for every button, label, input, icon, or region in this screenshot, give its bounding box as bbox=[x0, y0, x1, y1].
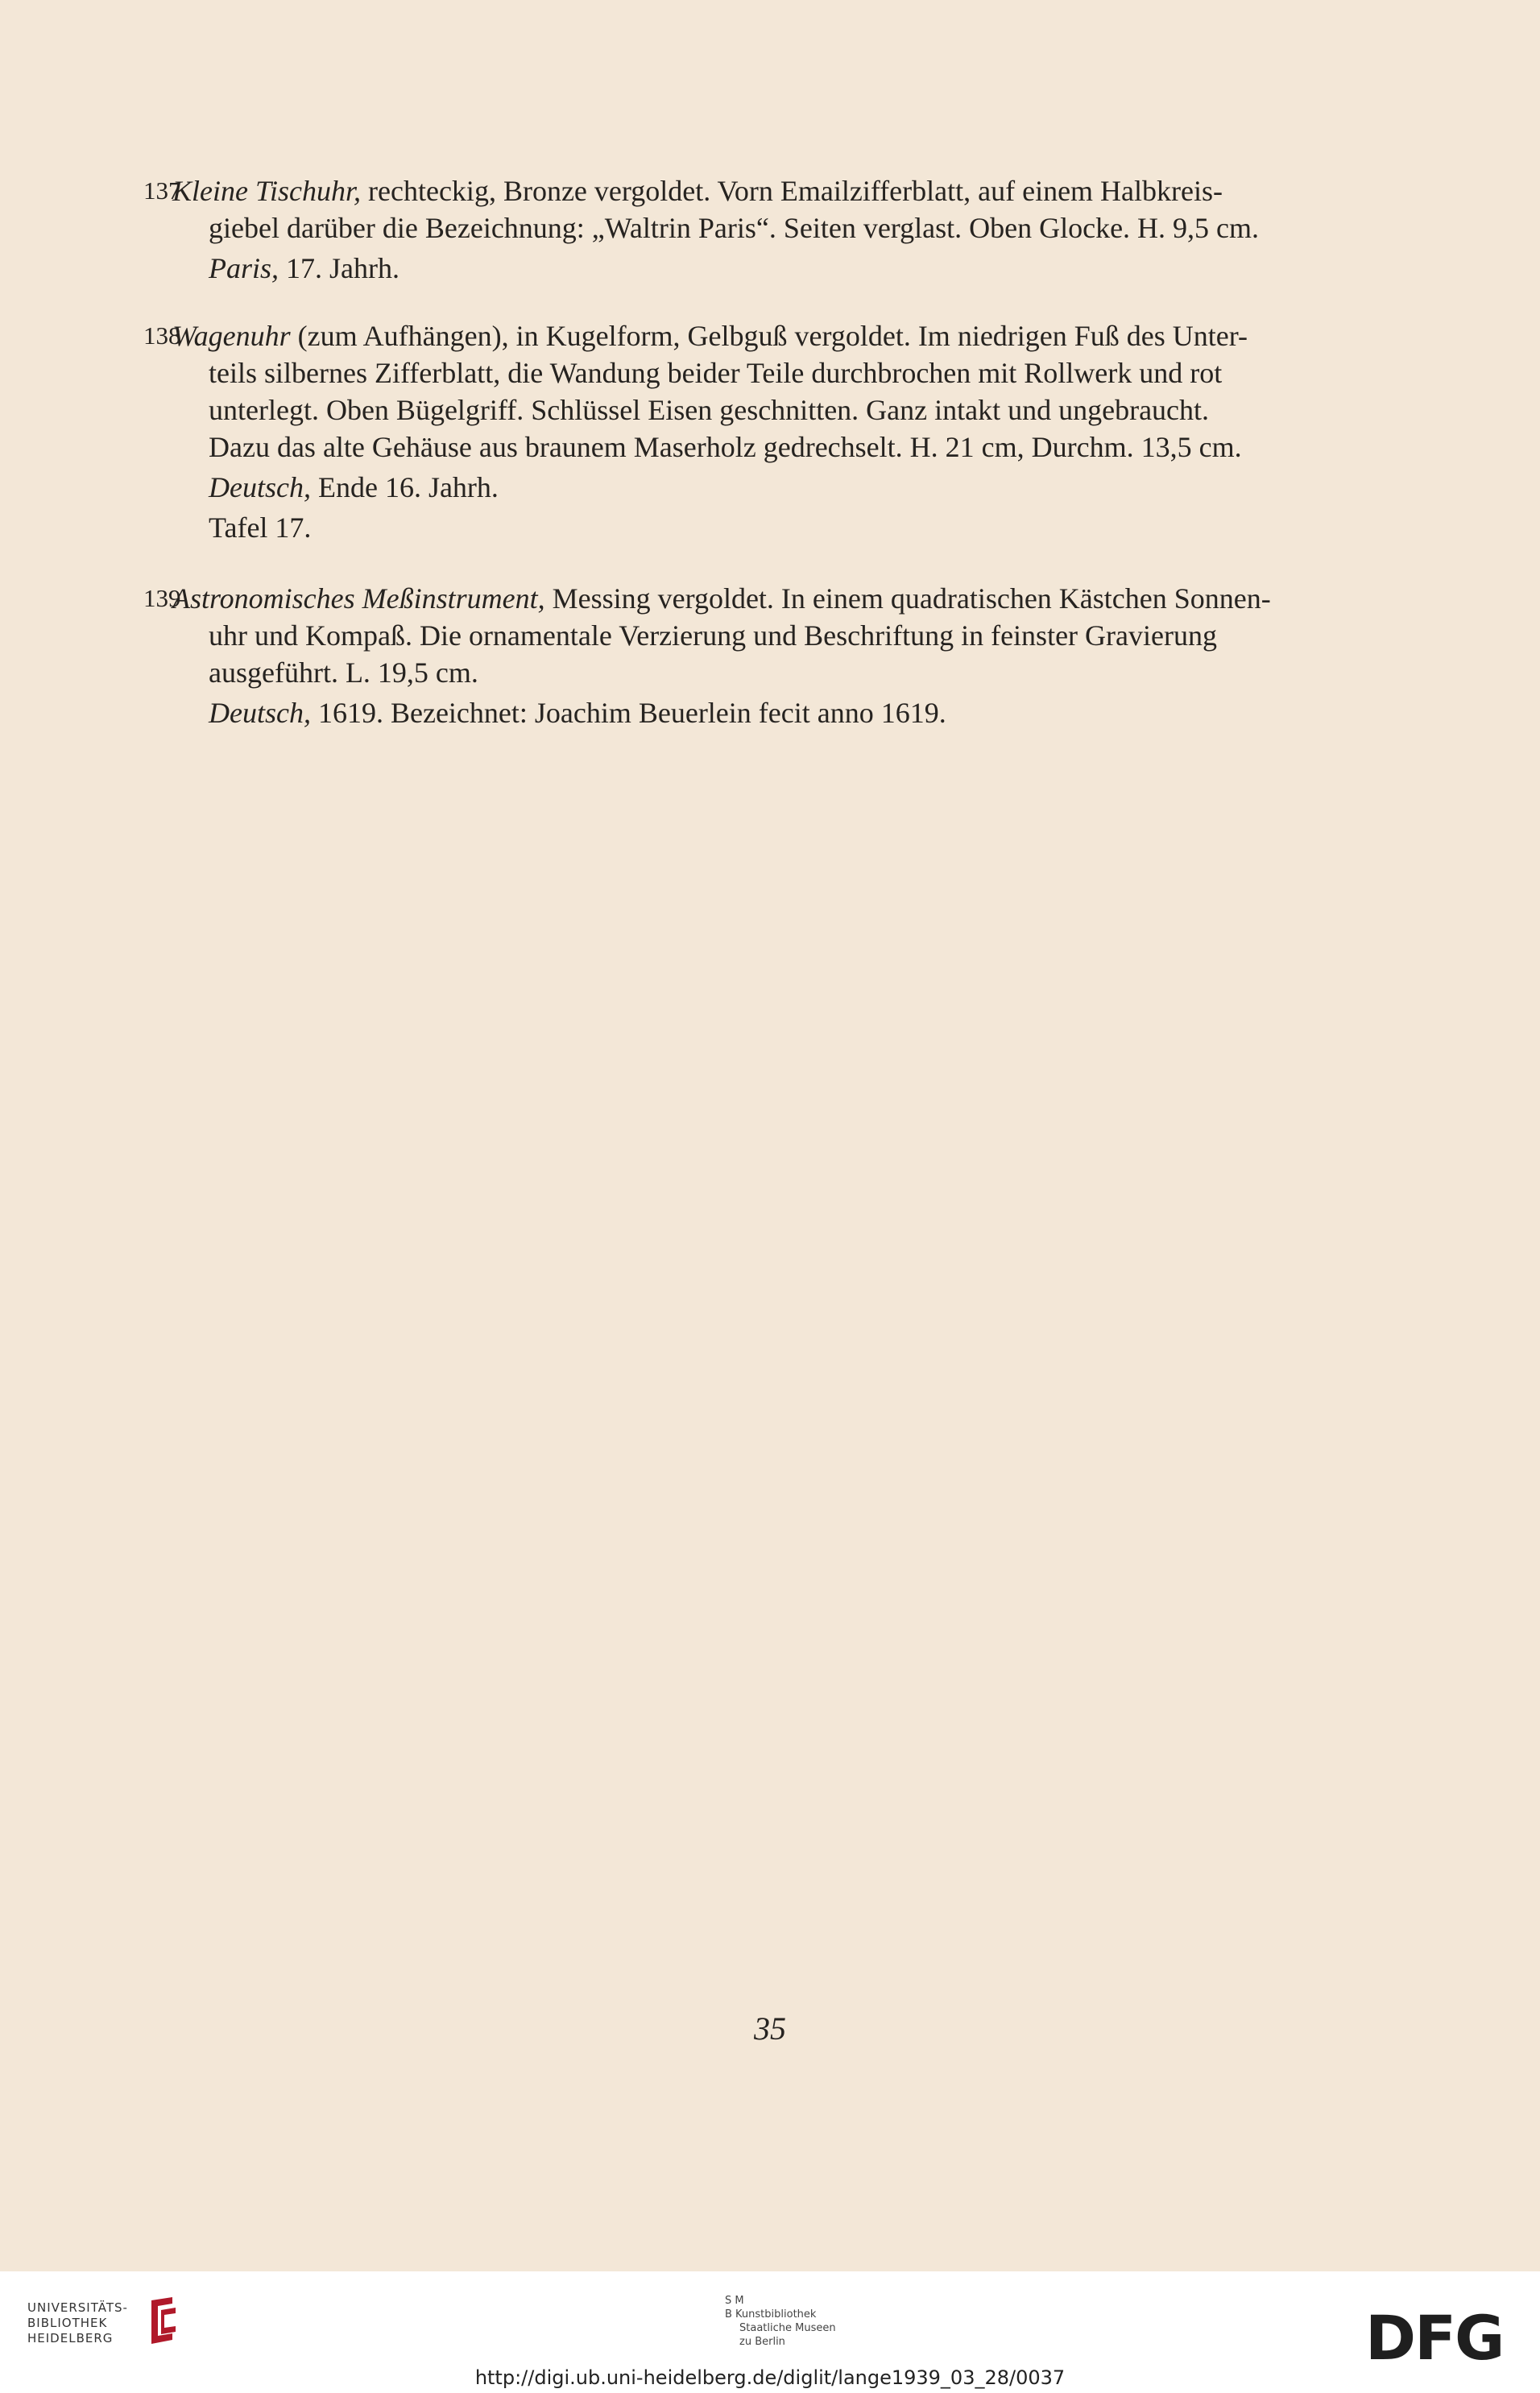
entry-line: uhr und Kompaß. Die ornamentale Verzierung und Beschriftung in feinster Gravierung bbox=[209, 619, 1217, 652]
entry-line: unterlegt. Oben Bügelgriff. Schlüssel Eisen geschnitten. Ganz intakt und ungebraucht. bbox=[209, 394, 1210, 426]
digitization-footer bbox=[0, 2271, 1540, 2393]
heidelberg-logo-icon bbox=[143, 2296, 182, 2347]
entry-title: Astronomisches Meßinstrument, bbox=[172, 582, 545, 615]
entry-number: 137 bbox=[143, 176, 181, 205]
entry-line: rechteckig, Bronze vergoldet. Vorn Emailzifferblatt, auf einem Halbkreis- bbox=[361, 175, 1223, 207]
entry-line: Dazu das alte Gehäuse aus braunem Maserholz gedrechselt. H. 21 cm, Durchm. 13,5 cm. bbox=[209, 431, 1242, 463]
entry-number: 139 bbox=[143, 584, 181, 612]
entry-origin: Deutsch, Ende 16. Jahrh. bbox=[209, 471, 499, 503]
university-library-label: UNIVERSITÄTS- BIBLIOTHEK HEIDELBERG bbox=[27, 2300, 128, 2345]
entry-plate: Tafel 17. bbox=[209, 511, 312, 544]
entry-line: (zum Aufhängen), in Kugelform, Gelbguß vergoldet. Im niedrigen Fuß des Unter- bbox=[290, 320, 1248, 352]
entry-line: Messing vergoldet. In einem quadratischen Kästchen Sonnen- bbox=[544, 582, 1271, 615]
entry-origin: Paris, 17. Jahrh. bbox=[209, 252, 399, 284]
catalog-entry-137 bbox=[143, 172, 1311, 287]
entry-line: giebel darüber die Bezeichnung: „Waltrin Paris“. Seiten verglast. Oben Glocke. H. 9,5 cm. bbox=[209, 212, 1260, 244]
entry-number: 138 bbox=[143, 321, 181, 350]
catalog-entry-139 bbox=[143, 580, 1311, 731]
entry-title: Kleine Tischuhr, bbox=[172, 175, 362, 207]
source-url-link[interactable]: http://digi.ub.uni-heidelberg.de/diglit/lange1939_03_28/0037 bbox=[474, 2366, 1066, 2389]
kunstbibliothek-label: S M B Kunstbibliothek Staatliche Museen zu Berlin bbox=[725, 2295, 836, 2348]
entry-line: teils silbernes Zifferblatt, die Wandung beider Teile durchbrochen mit Rollwerk und rot bbox=[209, 357, 1223, 389]
entry-title: Wagenuhr bbox=[172, 320, 291, 352]
entry-text bbox=[172, 580, 1311, 731]
entry-text bbox=[172, 172, 1311, 287]
page-number: 35 bbox=[754, 2010, 786, 2047]
dfg-logo: DFG bbox=[1365, 2302, 1504, 2374]
catalog-entry-138 bbox=[143, 317, 1311, 546]
entry-origin: Deutsch, 1619. Bezeichnet: Joachim Beuerlein fecit anno 1619. bbox=[209, 697, 946, 729]
entry-line: ausgeführt. L. 19,5 cm. bbox=[209, 656, 478, 689]
entry-text bbox=[172, 317, 1311, 546]
